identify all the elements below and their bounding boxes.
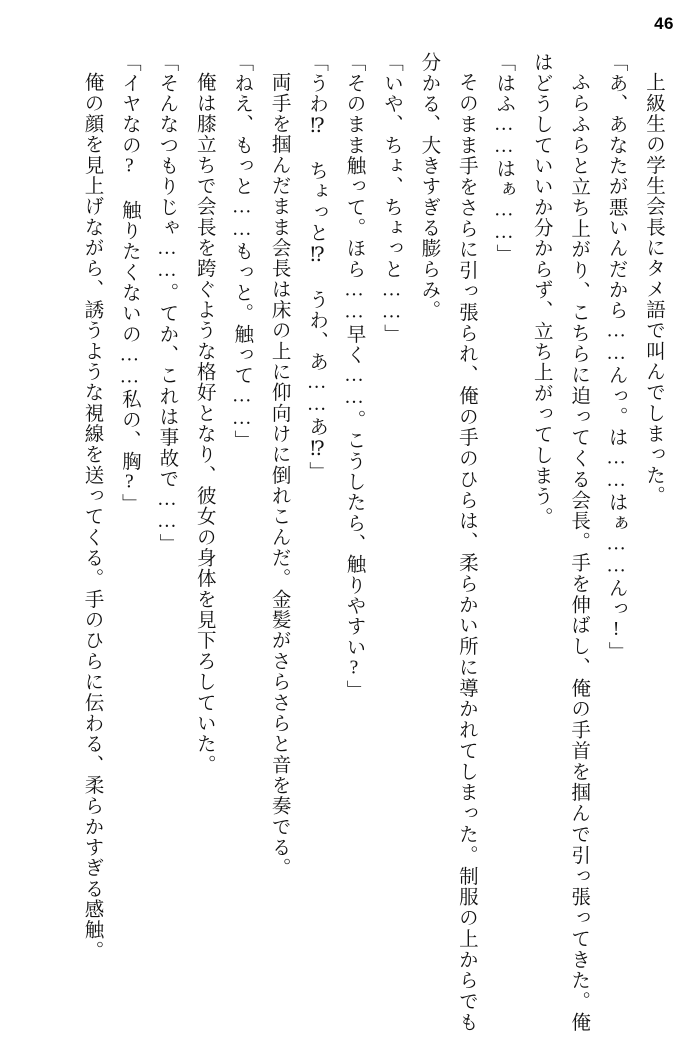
paragraph: 「はふ……はぁ……」 (493, 52, 515, 265)
page-text-body (24, 52, 672, 1032)
page-number: 46 (654, 14, 674, 33)
paragraph: 「そのまま触って。ほら……早く……。こうしたら、触りやすい?」 (343, 52, 365, 701)
paragraph: ふらふらと立ち上がり、こちらに迫ってくる会長。手を伸ばし、俺の手首を掴んで引っ張ってきた。俺はどうしていいか分からず、立ち上がってしまう。 (530, 52, 590, 1032)
paragraph: 「あ、あなたが悪いんだから……んっ。は……はぁ……んっ!」 (605, 52, 627, 662)
paragraph: 「うわ⁉ ちょっと⁉ うわ、あ……あ⁉」 (306, 52, 328, 482)
paragraph: 「いや、ちょ、ちょっと……」 (380, 52, 402, 345)
paragraph: 「そんなつもりじゃ……。てか、これは事故で……」 (156, 52, 178, 555)
paragraph: そのまま手をさらに引っ張られ、俺の手のひらは、柔らかい所に導かれてしまった。制服の上からでも分かる、大きすぎる膨らみ。 (418, 52, 477, 1032)
paragraph: 上級生の学生会長にタメ語で叫んでしまった。 (643, 71, 664, 506)
paragraph: 俺の顔を見上げながら、誘うような視線を送ってくる。手のひらに伝わる、柔らかすぎる感触。 (81, 71, 103, 961)
paragraph: 両手を掴んだまま会長は床の上に仰向けに倒れこんだ。金髪がさらさらと音を奏でる。 (268, 71, 290, 878)
paragraph: 「イヤなの? 触りたくないの……私の、胸?」 (118, 52, 140, 515)
paragraph: 「ねえ、もっと……もっと。触って……」 (231, 52, 253, 451)
paragraph: 俺は膝立ちで会長を跨ぐような格好となり、彼女の身体を見下ろしていた。 (193, 71, 215, 775)
